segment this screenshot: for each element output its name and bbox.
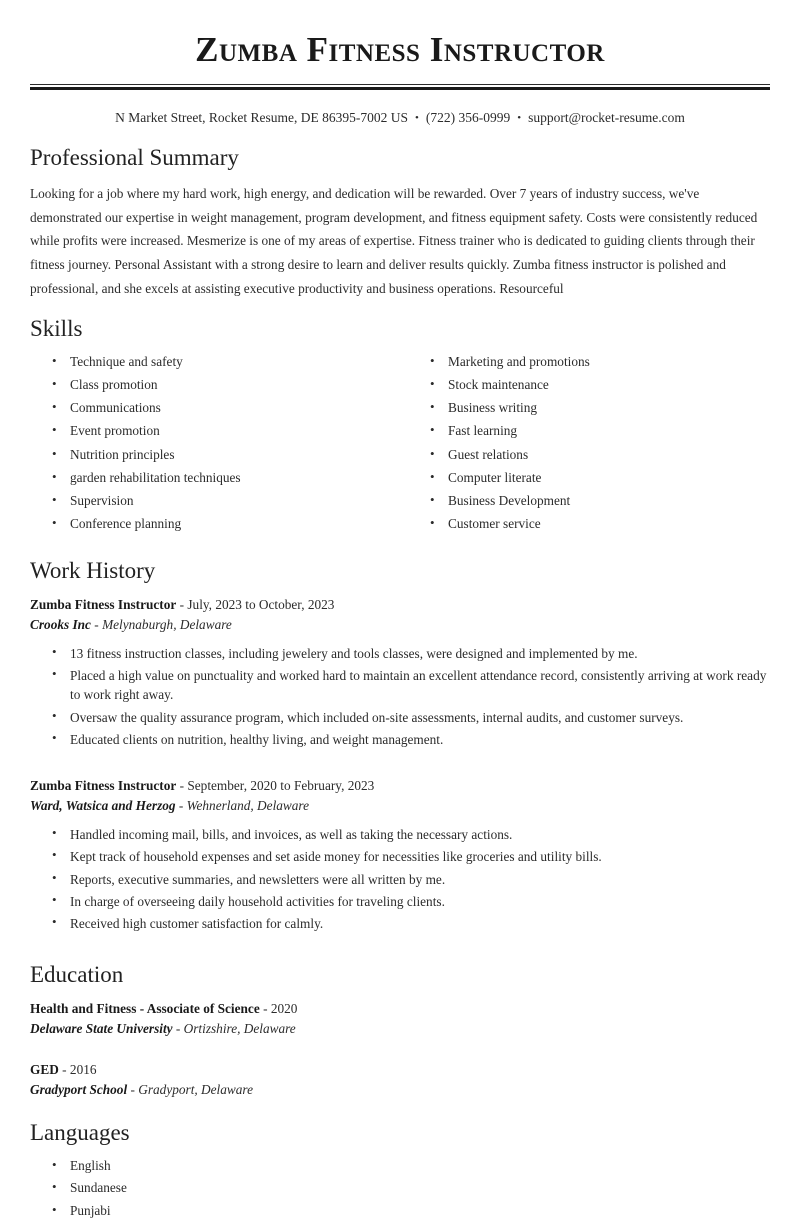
education-entry [30,1040,770,1100]
skills-list-left [30,353,400,538]
list-item: • Business Development [430,492,770,515]
contact-separator-2: • [517,112,522,125]
section-heading-summary: Professional Summary [30,145,239,171]
section-heading-education: Education [30,962,124,988]
work-entry-bullets [30,816,770,936]
list-item: • Educated clients on nutrition, healthy living, and weight management. [52,730,770,752]
work-bullet-list [30,825,770,936]
section-skills [30,300,770,538]
contact-address: N Market Street, Rocket Resume, DE 86395-7002 US [115,110,408,126]
list-item: • Received high customer satisfaction for calmly. [52,914,770,936]
list-item: • Marketing and promotions [430,353,770,376]
list-item: • Fast learning [430,422,770,445]
list-item: • 13 fitness instruction classes, including jewelery and tools classes, were designed and implemented by me. [52,644,770,666]
work-entry-dash: - [178,798,184,814]
list-item: • Communications [52,399,400,422]
section-work-history [30,538,770,940]
education-school-line [30,1019,770,1039]
education-school-line [30,1080,770,1100]
section-professional-summary [30,128,770,300]
page-title: Zumba Fitness Instructor [195,30,605,69]
skills-columns [30,353,770,538]
list-item: • Punjabi [52,1202,770,1225]
work-entry-bullets [30,635,770,752]
work-entry-title-line [30,776,770,796]
list-item: • English [52,1157,770,1180]
education-school: Delaware State University [30,1021,173,1037]
work-entry-dates: September, 2020 to February, 2023 [187,778,375,794]
education-dash: - [62,1061,67,1077]
list-item: • Kept track of household expenses and set aside money for necessities like groceries and utility bills. [52,847,770,869]
list-item: • Reports, executive summaries, and newsletters were all written by me. [52,870,770,892]
work-entry-location: Wehnerland, Delaware [186,798,310,814]
list-item: • Customer service [430,515,770,538]
education-degree-line [30,1060,770,1080]
education-dash: - [263,1001,268,1017]
education-dash: - [175,1021,181,1037]
list-item: • Guest relations [430,446,770,469]
work-entry-company-line [30,796,770,816]
section-languages [30,1100,770,1225]
list-item: • Nutrition principles [52,446,400,469]
skills-column-right [400,353,770,538]
skills-list-right [408,353,770,538]
list-item: • Placed a high value on punctuality and worked hard to maintain an excellent attendance record, consistently arriving at work ready to work right away. [52,666,770,708]
work-entry-dash: - [179,778,185,794]
list-item: • Class promotion [52,376,400,399]
work-entry-title: Zumba Fitness Instructor [30,778,177,794]
list-item: • In charge of overseeing daily household activities for traveling clients. [52,892,770,914]
work-entry-company-line [30,615,770,635]
list-item: • Sundanese [52,1179,770,1202]
work-entry-dash: - [179,597,185,613]
list-item: • Business writing [430,399,770,422]
education-school: Gradyport School [30,1081,128,1097]
work-entry [30,595,770,756]
list-item: • Technique and safety [52,353,400,376]
list-item: • Supervision [52,492,400,515]
work-entry-dates: July, 2023 to October, 2023 [187,597,335,613]
education-degree-line [30,999,770,1019]
work-entry-title-line [30,595,770,615]
education-year: 2016 [69,1061,97,1077]
education-degree: Health and Fitness - Associate of Science [30,1001,260,1017]
list-item: • Conference planning [52,515,400,538]
section-heading-skills: Skills [30,316,83,342]
summary-text: Looking for a job where my hard work, high energy, and dedication will be rewarded. Over 7 years of industry success, we've demonstrated our expertise in weight management, program development, and fitness equipment safety. Costs were consistently reduced while profits were increased. Mesmerize is one of my areas of expertise. Fitness trainer who is dedicated to guiding clients through their fitness journey. Personal Assistant with a strong desire to learn and deliver results quickly. Zumba fitness instructor is polished and professional, and she excels at assisting executive productivity and business operations. Resourceful [30,185,758,296]
skills-column-left [30,353,400,538]
contact-separator-1: • [414,112,419,125]
list-item: • Handled incoming mail, bills, and invoices, as well as taking the necessary actions. [52,825,770,847]
work-entry [30,756,770,940]
education-dash: - [130,1081,135,1097]
education-degree: GED [30,1061,59,1077]
list-item: • Event promotion [52,422,400,445]
work-entry-dash: - [94,616,99,632]
list-item: • Computer literate [430,469,770,492]
section-education [30,940,770,1100]
section-heading-work-history: Work History [30,558,156,584]
work-bullet-list [30,644,770,752]
education-location: Gradyport, Delaware [138,1081,253,1097]
education-entry [30,999,770,1039]
work-entry-company: Crooks Inc [30,616,91,632]
list-item: • garden rehabilitation techniques [52,469,400,492]
section-heading-languages: Languages [30,1120,130,1146]
contact-line [30,90,770,128]
education-location: Ortizshire, Delaware [183,1021,296,1037]
contact-phone: (722) 356-0999 [425,110,511,126]
list-item: • Stock maintenance [430,376,770,399]
list-item: • Oversaw the quality assurance program, which included on-site assessments, internal audits, and customer surveys. [52,708,770,730]
education-year: 2020 [270,1001,298,1017]
work-entry-title: Zumba Fitness Instructor [30,597,177,613]
contact-email[interactable]: support@rocket-resume.com [528,110,685,126]
work-entry-company: Ward, Watsica and Herzog [30,798,176,814]
languages-list [30,1157,770,1225]
work-entry-location: Melynaburgh, Delaware [102,616,232,632]
